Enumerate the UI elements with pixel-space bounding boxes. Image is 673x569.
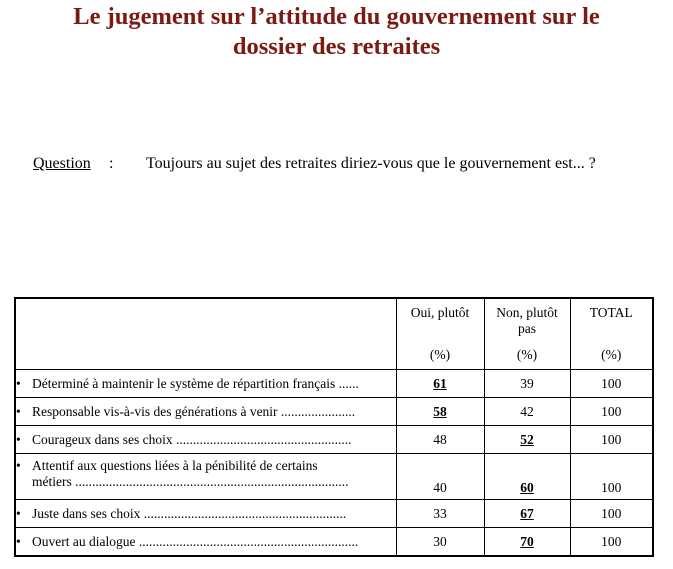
value-oui: 33 xyxy=(433,505,447,521)
cell-total xyxy=(570,370,653,398)
page-title xyxy=(0,2,673,62)
value-total: 100 xyxy=(601,403,622,419)
cell-total xyxy=(570,398,653,426)
cell-non xyxy=(484,454,570,500)
value-non: 60 xyxy=(520,480,534,495)
value-total: 100 xyxy=(601,505,622,521)
question-label: Question xyxy=(33,155,91,172)
value-total: 100 xyxy=(601,480,622,495)
row-label-line-1: Attentif aux questions liées à la pénibilité de certains xyxy=(32,458,318,473)
title-line-1: Le jugement sur l’attitude du gouvernement sur le xyxy=(73,3,600,30)
bullet: • xyxy=(16,431,21,447)
value-oui: 61 xyxy=(433,375,447,391)
value-non: 67 xyxy=(520,505,534,521)
cell-total xyxy=(570,454,653,500)
bullet: • xyxy=(16,375,21,391)
cell-non xyxy=(484,426,570,454)
cell-non xyxy=(484,528,570,557)
cell-oui xyxy=(396,500,484,528)
table-row xyxy=(15,398,653,426)
cell-oui xyxy=(396,454,484,500)
bullet: • xyxy=(16,458,21,473)
value-total: 100 xyxy=(601,533,622,549)
row-label-cell xyxy=(15,370,396,398)
cell-non xyxy=(484,398,570,426)
header-non xyxy=(484,298,570,370)
value-total: 100 xyxy=(601,375,622,391)
row-label: Juste dans ses choix ............................................................ xyxy=(32,505,347,521)
results-table xyxy=(14,297,654,557)
header-total xyxy=(570,298,653,370)
cell-oui xyxy=(396,528,484,557)
row-label-cell xyxy=(15,426,396,454)
value-oui: 40 xyxy=(433,480,447,495)
header-total-label: TOTAL xyxy=(589,305,633,320)
bullet: • xyxy=(16,533,21,549)
cell-oui xyxy=(396,370,484,398)
table-row xyxy=(15,370,653,398)
row-label: Déterminé à maintenir le système de répartition français ...... xyxy=(32,375,359,391)
value-non: 42 xyxy=(520,403,534,419)
header-empty-cell xyxy=(15,298,396,370)
header-non-unit: (%) xyxy=(516,347,538,362)
header-non-label: Non, plutôt pas xyxy=(496,305,558,336)
table-header-row xyxy=(15,298,653,370)
title-line-2: dossier des retraites xyxy=(232,33,441,60)
bullet: • xyxy=(16,505,21,521)
cell-total xyxy=(570,426,653,454)
cell-non xyxy=(484,370,570,398)
cell-total xyxy=(570,528,653,557)
row-label-cell xyxy=(15,454,396,500)
header-oui-unit: (%) xyxy=(429,347,451,362)
value-non: 70 xyxy=(520,533,534,549)
value-non: 52 xyxy=(520,431,534,447)
header-oui-label: Oui, plutôt xyxy=(410,305,470,320)
row-label-cell xyxy=(15,500,396,528)
row-label-line-2: métiers ................................................................................. xyxy=(32,474,349,489)
header-oui xyxy=(396,298,484,370)
value-oui: 30 xyxy=(433,533,447,549)
value-oui: 48 xyxy=(433,431,447,447)
table-row xyxy=(15,426,653,454)
table-row xyxy=(15,528,653,557)
question-text: Toujours au sujet des retraites diriez-vous que le gouvernement est... ? xyxy=(146,155,596,172)
bullet: • xyxy=(16,403,21,419)
question-colon: : xyxy=(109,155,114,172)
row-label: Ouvert au dialogue ................................................................. xyxy=(32,533,359,549)
header-total-unit: (%) xyxy=(601,347,622,362)
value-oui: 58 xyxy=(433,403,447,419)
value-non: 39 xyxy=(520,375,534,391)
cell-oui xyxy=(396,398,484,426)
row-label: Courageux dans ses choix .................................................... xyxy=(32,431,352,447)
table-row xyxy=(15,500,653,528)
row-label-cell xyxy=(15,528,396,557)
row-label-cell xyxy=(15,398,396,426)
value-total: 100 xyxy=(601,431,622,447)
row-label: Responsable vis-à-vis des générations à venir ...................... xyxy=(32,403,356,419)
table-row xyxy=(15,454,653,500)
cell-non xyxy=(484,500,570,528)
cell-oui xyxy=(396,426,484,454)
cell-total xyxy=(570,500,653,528)
